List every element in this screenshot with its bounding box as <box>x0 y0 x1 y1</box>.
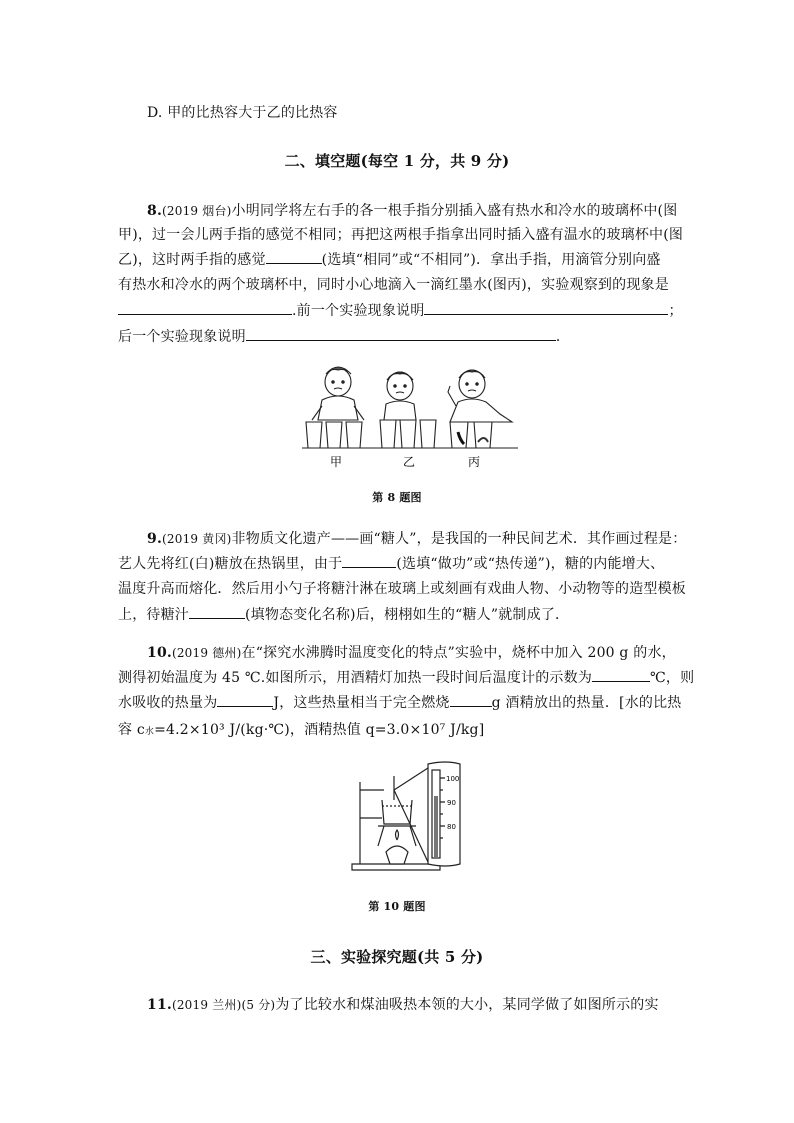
q8-text-5b: ； <box>668 303 683 319</box>
q10-text-1: 在“探究水沸腾时温度变化的特点”实验中，烧杯中加入 200 g 的水， <box>241 645 676 661</box>
section-title-experiment: 三、实验探究题(共 5 分) <box>310 948 484 966</box>
q8-number: 8. <box>147 203 163 219</box>
q9-number: 9. <box>147 531 163 547</box>
q11-line-1 <box>147 994 659 1014</box>
q8-line-6 <box>118 326 570 346</box>
q8-caption: 第 8 题图 <box>372 491 422 504</box>
q10-figure-apparatus <box>348 760 464 872</box>
q9-source: (2019 黄冈) <box>162 532 232 546</box>
q9-text-4b: (填物态变化名称)后，栩栩如生的“糖人”就制成了． <box>245 607 570 623</box>
option-d: D. 甲的比热容大于乙的比热容 <box>147 105 338 121</box>
q10-caption: 第 10 题图 <box>368 900 426 913</box>
q9-line-2 <box>118 553 664 573</box>
q10-line-3 <box>118 692 682 712</box>
q10-text-3c: g 酒精放出的热量．[水的比热 <box>491 695 682 711</box>
q8-label-yi: 乙 <box>403 455 416 469</box>
q8-figure-illustration <box>300 362 520 472</box>
q8-label-jia: 甲 <box>330 455 343 469</box>
q10-text-4a: 容 c <box>118 722 145 738</box>
section-title-fill-in: 二、填空题(每空 1 分，共 9 分) <box>284 152 510 170</box>
q9-blank-2[interactable] <box>189 606 245 619</box>
q9-text-2a: 艺人先将红(白)糖放在热锅里，由于 <box>118 556 343 572</box>
q10-thermo-100: 100 <box>446 775 460 783</box>
q9-text-1: 非物质文化遗产——画“糖人”，是我国的一种民间艺术．其作画过程是： <box>231 531 687 547</box>
q10-source: (2019 德州) <box>171 646 242 660</box>
q8-line-2: 甲)，过一会儿两手指的感觉不相同；再把这两根手指拿出同时插入盛有温水的玻璃杯中(图 <box>118 227 684 243</box>
q10-text-3b: J，这些热量相当于完全燃烧 <box>273 695 450 711</box>
q8-blank-1[interactable] <box>266 251 322 264</box>
q9-line-1 <box>147 528 686 548</box>
q11-number: 11. <box>147 997 172 1013</box>
q8-source: (2019 烟台) <box>162 204 232 218</box>
q9-text-2b: (选填“做功”或“热传递”)，糖的内能增大、 <box>396 556 665 572</box>
q10-number: 10. <box>147 645 172 661</box>
q8-blank-3[interactable] <box>424 302 668 315</box>
q8-line-3 <box>118 249 661 269</box>
q10-text-3a: 水吸收的热量为 <box>118 695 218 711</box>
q10-blank-1[interactable] <box>592 669 650 682</box>
q8-label-bing: 丙 <box>468 455 481 469</box>
q8-text-5a: .前一个实验现象说明 <box>292 303 425 319</box>
q10-text-4b: =4.2×10³ J/(kg·℃)，酒精热值 q=3.0×10⁷ J/kg] <box>154 722 485 738</box>
q10-line-2 <box>118 667 694 687</box>
q10-text-2a: 测得初始温度为 45 ℃.如图所示，用酒精灯加热一段时间后温度计的示数为 <box>118 670 593 686</box>
q10-thermo-90: 90 <box>447 799 456 807</box>
q8-text-3b: (选填“相同”或“不相同”)．拿出手指，用滴管分别向盛 <box>321 252 661 268</box>
q8-line-5 <box>118 300 683 320</box>
q8-text-6b: ． <box>555 329 571 345</box>
q9-text-4a: 上，待糖汁 <box>118 607 189 623</box>
q8-line-1 <box>147 200 677 220</box>
q8-blank-4[interactable] <box>246 328 556 341</box>
q8-text-1: 小明同学将左右手的各一根手指分别插入盛有热水和冷水的玻璃杯中(图 <box>231 203 678 219</box>
q9-line-4 <box>118 604 569 624</box>
q10-thermo-80: 80 <box>447 823 456 831</box>
q10-text-2b: ℃，则 <box>650 670 695 686</box>
q9-line-3: 温度升高而熔化．然后用小勺子将糖汁淋在玻璃上或刻画有戏曲人物、小动物等的造型模板 <box>118 581 686 597</box>
q10-subscript-water: 水 <box>144 727 155 737</box>
q10-line-1 <box>147 642 676 662</box>
q9-blank-1[interactable] <box>342 555 396 568</box>
q10-blank-3[interactable] <box>450 694 492 707</box>
q8-figure <box>300 362 520 472</box>
q8-text-6a: 后一个实验现象说明 <box>118 329 246 345</box>
q10-blank-2[interactable] <box>217 694 273 707</box>
q8-line-4: 有热水和冷水的两个玻璃杯中，同时小心地滴入一滴红墨水(图丙)，实验观察到的现象是 <box>118 277 669 293</box>
q10-line-4 <box>118 719 484 739</box>
q11-source: (2019 兰州)(5 分) <box>171 998 276 1012</box>
q8-text-3a: 乙)，这时两手指的感觉 <box>118 252 266 268</box>
q11-text-1: 为了比较水和煤油吸热本领的大小，某同学做了如图所示的实 <box>275 997 659 1013</box>
q8-blank-2[interactable] <box>118 302 292 315</box>
q10-figure <box>348 760 464 872</box>
